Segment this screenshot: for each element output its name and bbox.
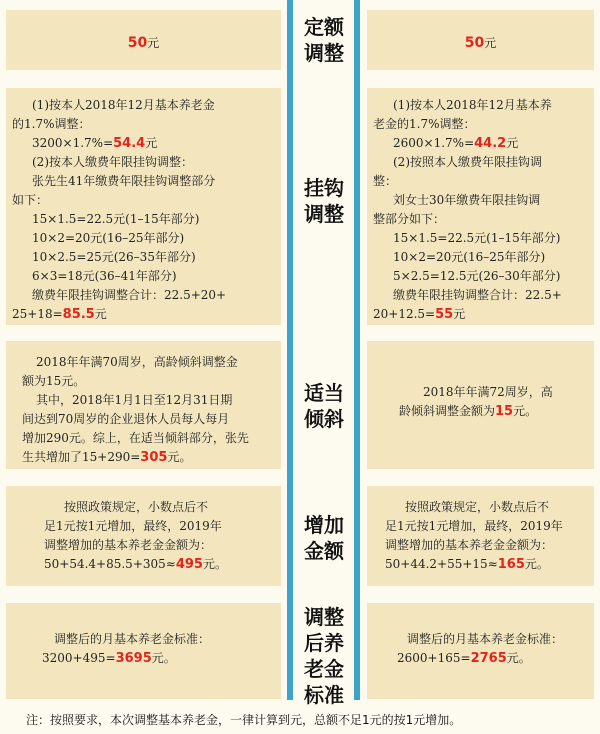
text-line — [22, 448, 273, 467]
result: 55 — [435, 307, 454, 322]
label-line: 金额 — [304, 539, 344, 563]
text-line: 15×1.5=22.5元(1–15年部分) — [393, 231, 561, 245]
row-label-fixed-adjust — [295, 14, 353, 66]
calc: 2600×1.7%= — [393, 136, 475, 150]
result: 495 — [175, 557, 203, 572]
increase-right-cell — [367, 486, 594, 586]
text-line — [385, 555, 588, 574]
label-line: 挂钩 — [304, 176, 344, 200]
text-line: 调整后的月基本养老金标准： — [54, 632, 211, 646]
text-line — [399, 402, 588, 421]
text-line: 的1.7%调整： — [12, 117, 91, 131]
text-line: 2018年年满70周岁，高龄倾斜调整金 — [36, 355, 238, 369]
unit: 元 — [484, 36, 497, 50]
label-line: 倾斜 — [304, 407, 344, 431]
standard-left-cell — [6, 603, 281, 699]
unit: 元 — [453, 307, 466, 321]
unit: 元。 — [513, 404, 538, 418]
linked-adjust-left-cell — [6, 88, 281, 325]
center-column-line-right — [354, 0, 360, 700]
calc: 3200+495= — [42, 651, 116, 665]
unit: 元。 — [202, 557, 227, 571]
text-line — [32, 134, 273, 153]
amount: 50 — [464, 35, 485, 51]
unit: 元。 — [506, 651, 531, 665]
label-line: 调整 — [304, 41, 344, 65]
calc: 20+12.5= — [373, 307, 436, 321]
text-line: 其中，2018年1月1日至12月31日期 — [36, 393, 233, 407]
label-line: 老金 — [304, 657, 344, 681]
result: 3695 — [115, 651, 152, 666]
text-line: 5×2.5=12.5元(26–30年部分) — [393, 269, 561, 283]
footnote: 注：按照要求，本次调整基本养老金，一律计算到元，总额不足1元的按1元增加。 — [26, 713, 462, 727]
text-line: 如下： — [12, 193, 49, 207]
text-line: 张先生41年缴费年限挂钩调整部分 — [32, 174, 216, 188]
label-line: 适当 — [304, 381, 344, 405]
text-line — [44, 555, 273, 574]
text-line: 老金的1.7%调整： — [373, 117, 476, 131]
calc: 生共增加了15+290= — [22, 450, 141, 464]
result: 305 — [140, 450, 168, 465]
increase-left-cell — [6, 486, 281, 586]
center-column-line-left — [287, 0, 293, 700]
unit: 元 — [506, 136, 519, 150]
fixed-adjust-right-cell — [367, 10, 594, 70]
unit: 元。 — [151, 651, 176, 665]
label-line: 调整 — [304, 605, 344, 629]
result: 54.4 — [113, 136, 146, 151]
unit: 元 — [145, 136, 158, 150]
label-line: 定额 — [304, 15, 344, 39]
text-line — [42, 649, 273, 668]
result: 2765 — [470, 651, 507, 666]
text-line: 按照政策规定，小数点后不 — [405, 500, 550, 514]
row-label-increase — [295, 512, 353, 564]
text-line: (1)按本人2018年12月基本养 — [393, 98, 552, 112]
result: 85.5 — [62, 307, 95, 322]
text-line: 足1元按1元增加，最终，2019年 — [385, 519, 563, 533]
text-line: 增加290元。综上，在适当倾斜部分，张先 — [22, 431, 249, 445]
fixed-adjust-right-value — [367, 32, 594, 53]
unit: 元。 — [167, 450, 192, 464]
text-line: 10×2=20元(16–25年部分) — [32, 231, 185, 245]
text-line: 整： — [373, 174, 398, 188]
label-line: 后养 — [304, 631, 344, 655]
text-line: 缴费年限挂钩调整合计：22.5+20+ — [32, 288, 227, 302]
text-line: 刘女士30年缴费年限挂钩调 — [393, 193, 541, 207]
text-line: (2)按照本人缴费年限挂钩调 — [393, 155, 542, 169]
text-line: 10×2=20元(16–25年部分) — [393, 250, 546, 264]
text-line — [12, 305, 273, 324]
text-line: 2018年年满72周岁，高 — [423, 385, 553, 399]
row-label-tilt — [295, 380, 353, 432]
calc: 50+44.2+55+15≈ — [385, 557, 498, 571]
calc: 3200×1.7%= — [32, 136, 114, 150]
amount: 50 — [127, 35, 148, 51]
text-line: (1)按本人2018年12月基本养老金 — [32, 98, 215, 112]
text-line: 间达到70周岁的企业退休人员每人每月 — [22, 412, 230, 426]
text-line: 按照政策规定，小数点后不 — [64, 500, 209, 514]
row-label-standard — [295, 604, 353, 708]
fixed-adjust-left-value — [6, 32, 281, 53]
result: 44.2 — [474, 136, 507, 151]
calc: 25+18= — [12, 307, 63, 321]
text-line: 足1元按1元增加，最终，2019年 — [44, 519, 222, 533]
calc: 50+54.4+85.5+305≈ — [44, 557, 176, 571]
text-line — [397, 649, 588, 668]
tilt-left-cell — [6, 341, 281, 469]
label-line: 标准 — [304, 683, 344, 707]
unit: 元。 — [524, 557, 549, 571]
label-line: 调整 — [304, 202, 344, 226]
standard-right-cell — [367, 603, 594, 699]
text-line — [373, 305, 588, 324]
label-line: 增加 — [304, 513, 344, 537]
text-line: (2)按本人缴费年限挂钩调整： — [32, 155, 193, 169]
calc: 2600+165= — [397, 651, 471, 665]
text-line: 10×2.5=25元(26–35年部分) — [32, 250, 196, 264]
calc: 龄倾斜调整金额为 — [399, 404, 496, 418]
text-line — [393, 134, 588, 153]
text-line: 6×3=18元(36–41年部分) — [32, 269, 177, 283]
text-line: 额为15元。 — [22, 374, 86, 388]
text-line: 缴费年限挂钩调整合计：22.5+ — [393, 288, 562, 302]
text-line: 调整后的月基本养老金标准： — [407, 632, 564, 646]
linked-adjust-right-cell — [367, 88, 594, 325]
text-line: 调整增加的基本养老金金额为： — [44, 538, 213, 552]
unit: 元 — [94, 307, 107, 321]
tilt-right-cell — [367, 341, 594, 469]
text-line: 15×1.5=22.5元(1–15年部分) — [32, 212, 200, 226]
row-label-linked-adjust — [295, 175, 353, 227]
result: 165 — [497, 557, 525, 572]
result: 15 — [495, 404, 514, 419]
text-line: 整部分如下： — [373, 212, 446, 226]
unit: 元 — [147, 36, 160, 50]
fixed-adjust-left-cell — [6, 10, 281, 70]
text-line: 调整增加的基本养老金金额为： — [385, 538, 554, 552]
